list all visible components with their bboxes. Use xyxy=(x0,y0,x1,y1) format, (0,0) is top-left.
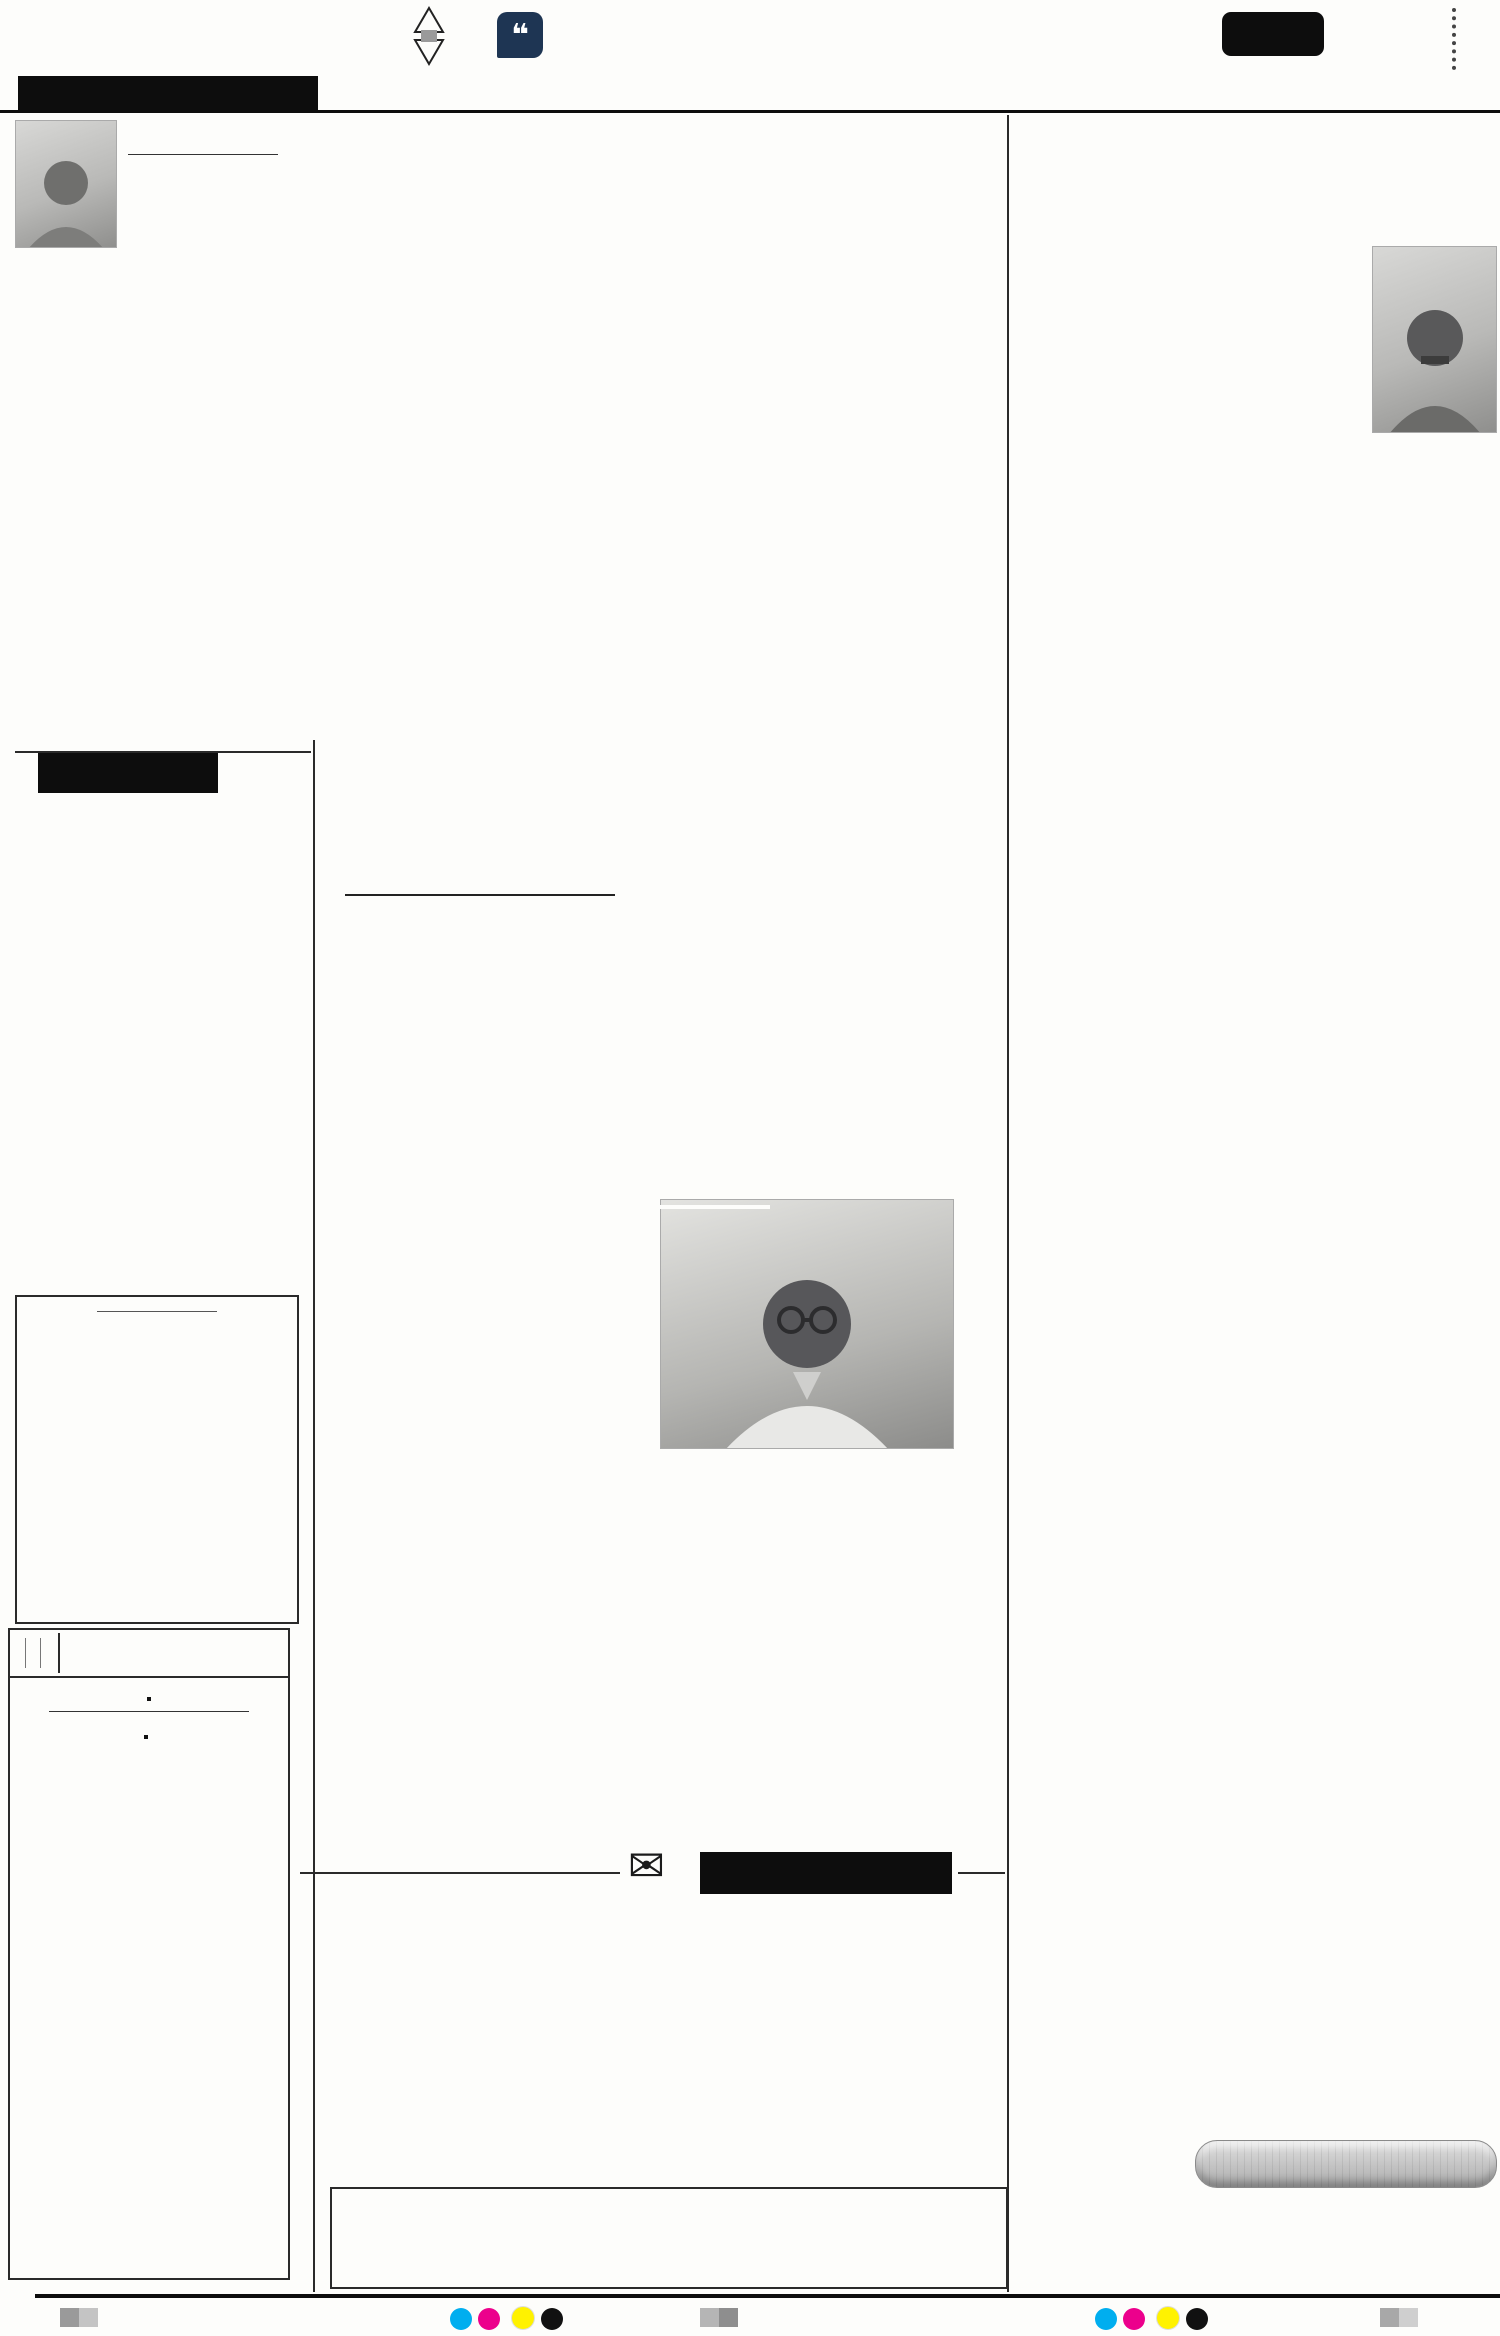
author-block-article1 xyxy=(128,146,318,163)
divider-center-right xyxy=(1007,115,1009,2292)
cmyk-dots-left xyxy=(450,2306,569,2334)
gray-calibration-right xyxy=(1380,2308,1418,2331)
sudoku-rules xyxy=(18,1724,136,1749)
byline-article3 xyxy=(345,888,635,896)
sudoku-solution-grid xyxy=(144,1735,148,1739)
author-photo-maneka xyxy=(15,120,117,248)
article2-body xyxy=(1014,318,1496,2076)
bottom-rule xyxy=(35,2294,1500,2298)
cmyk-dots-right xyxy=(1095,2306,1214,2334)
sudoku-grid xyxy=(147,1697,151,1701)
article2-dropcap xyxy=(1014,318,1020,320)
masthead-rule xyxy=(0,110,1500,113)
article3-quote2 xyxy=(772,1700,994,1704)
dotted-separator xyxy=(1452,8,1456,70)
years-ago-banner xyxy=(1195,2140,1497,2188)
ei-bharatare-body xyxy=(15,802,311,1287)
masthead-quote xyxy=(556,8,1206,108)
article3-dropcap xyxy=(332,944,338,946)
article3-quote1 xyxy=(558,1205,770,1209)
gray-calibration-left xyxy=(60,2308,98,2331)
article1-dropcap xyxy=(15,258,21,260)
date-bar xyxy=(18,76,318,110)
article1-left-column xyxy=(15,258,311,738)
letter1-body xyxy=(312,1932,794,2144)
ei-bharatare-header xyxy=(38,753,218,793)
ei-bharatare-dropcap xyxy=(15,802,21,804)
letter2-body xyxy=(806,1932,1005,2144)
letters-section-header xyxy=(700,1852,952,1894)
quote-icon: ❝ xyxy=(497,12,543,58)
article3-photo xyxy=(660,1199,954,1449)
contact-box xyxy=(330,2187,1008,2289)
mailbox-icon: ✉ xyxy=(628,1841,665,1892)
gray-calibration-mid xyxy=(700,2308,738,2331)
sudoku-header xyxy=(10,1630,288,1678)
chirantani-box xyxy=(15,1295,299,1624)
brand-pill xyxy=(1222,12,1324,56)
letters-header-line-left xyxy=(300,1872,620,1874)
letters-header-line-right xyxy=(958,1872,1005,1874)
article1-email xyxy=(836,452,1006,454)
sudoku-box xyxy=(8,1628,290,2280)
star-emblem-icon xyxy=(398,6,460,70)
